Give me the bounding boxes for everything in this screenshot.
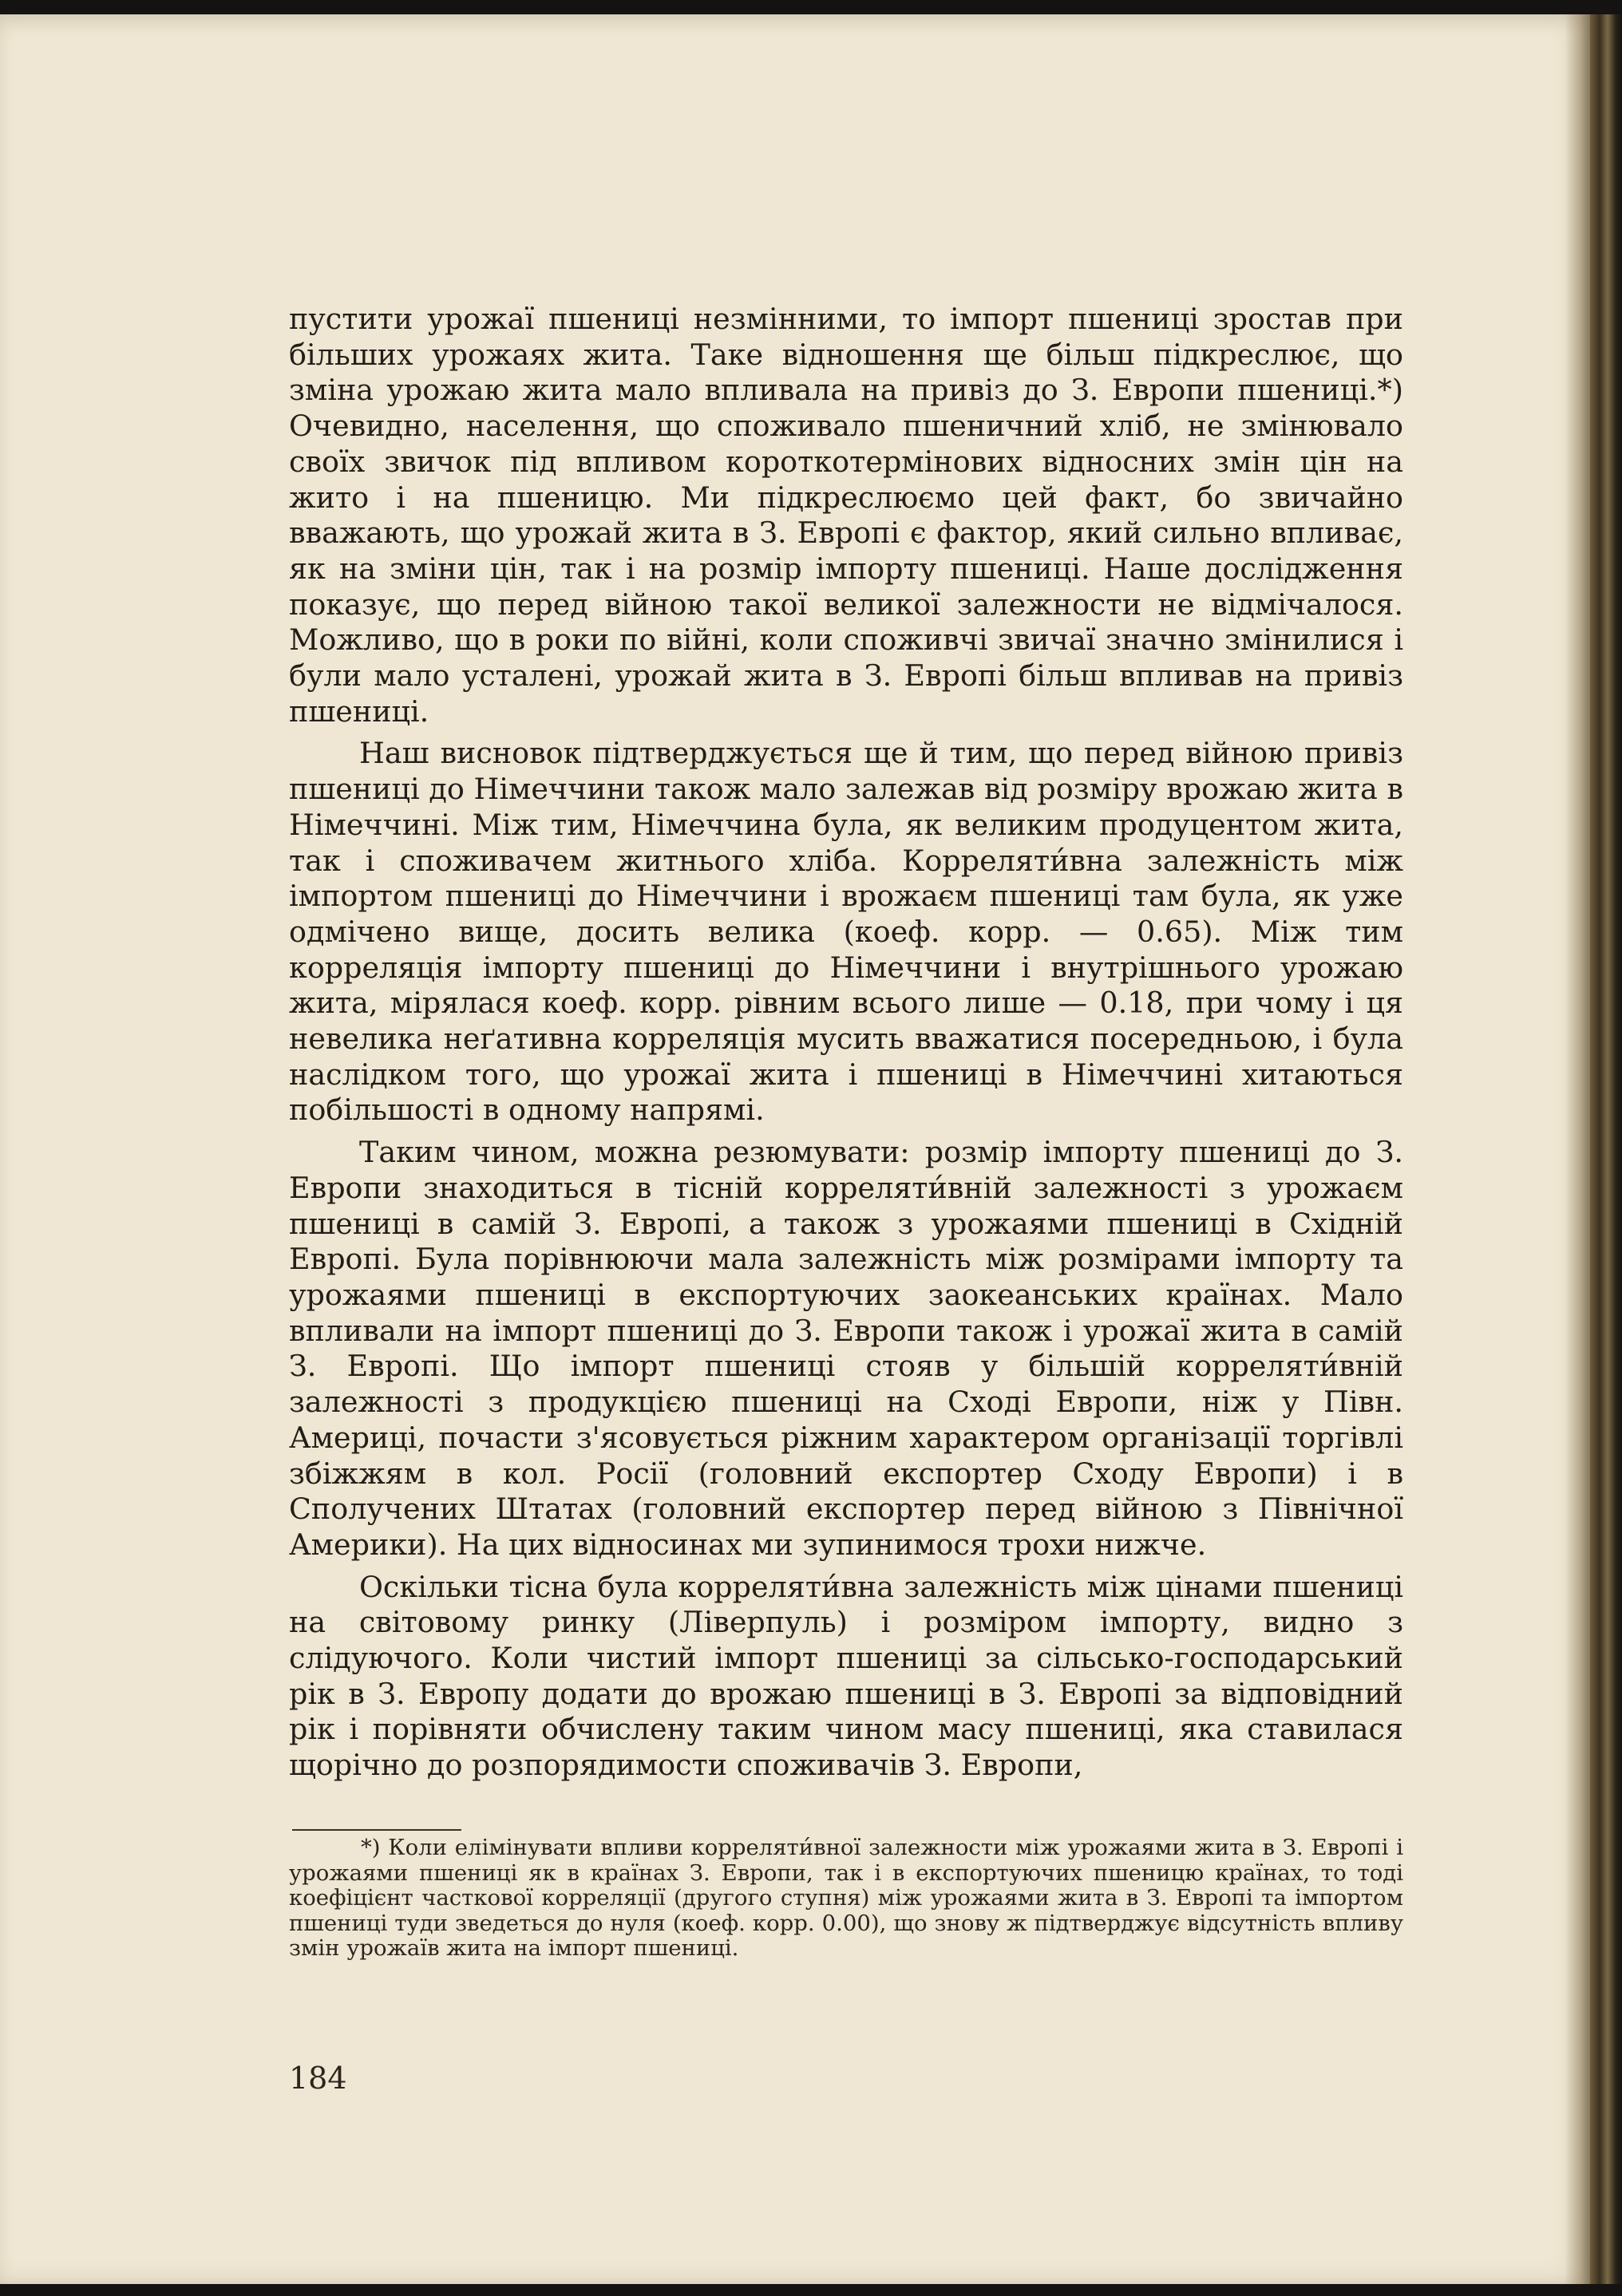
paragraph-1: пустити урожаї пшениці незмінними, то імпорт пшениці зростав при більших урожаях жита. Таке відношення ще більш підкреслює, що зміна урожаю жита мало впливала на привіз до З. Европи пшениці.*) Очевидно, населення, що споживало пшеничний хліб, не змінювало своїх звичок під впливом короткотермінових відносних змін цін на жито і на пшеницю. Ми підкреслюємо цей факт, бо звичайно вважають, що урожай жита в З. Европі є фактор, який сильно впливає, як на зміни цін, так і на розмір імпорту пшениці. Наше дослідження показує, що перед війною такої великої залежности не відмічалося. Можливо, що в роки по війні, коли споживчі звичаї значно змінилися і були мало усталені, урожай жита в З. Европі більш впливав на привіз пшениці. — [289, 302, 1403, 729]
book-spine-edge — [1590, 14, 1622, 2284]
page-gutter-shadow — [1565, 14, 1590, 2284]
paragraph-4: Оскільки тісна була корреляти́вна залежність між цінами пшениці на світовому ринку (Ліверпуль) і розміром імпорту, видно з слідуючого. Коли чистий імпорт пшениці за сільсько-господарський рік в З. Европу додати до врожаю пшениці в З. Европі за відповідний рік і порівняти обчислену таким чином масу пшениці, яка ставилася щорічно до розпорядимости споживачів З. Европи, — [289, 1569, 1403, 1783]
footnote-divider — [292, 1829, 461, 1831]
paragraph-2: Наш висновок підтверджується ще й тим, що перед війною привіз пшениці до Німеччини також мало залежав від розміру врожаю жита в Німеччині. Між тим, Німеччина була, як великим продуцентом жита, так і споживачем житнього хліба. Корреляти́вна залежність між імпортом пшениці до Німеччини і врожаєм пшениці там була, як уже одмічено вище, досить велика (коеф. корр. — 0.65). Між тим корреляція імпорту пшениці до Німеччини і внутрішнього урожаю жита, мірялася коеф. корр. рівним всього лише — 0.18, при чому і ця невелика неґативна корреляція мусить вважатися посередньою, і була наслідком того, що урожаї жита і пшениці в Німеччині хитаються побільшості в одному напрямі. — [289, 736, 1403, 1128]
footnote: *) Коли елімінувати впливи корреляти́вної залежности між урожаями жита в З. Европі і урожаями пшениці як в країнах З. Европи, так і в експортуючих пшеницю країнах, то тоді коефіцієнт часткової корреляції (другого ступня) між урожаями жита в З. Европі та імпортом пшениці туди зведеться до нуля (коеф. корр. 0.00), що знову ж підтверджує відсутність впливу змін урожаїв жита на імпорт пшениці. — [289, 1835, 1403, 1962]
paragraph-3: Таким чином, можна резюмувати: розмір імпорту пшениці до З. Европи знаходиться в тісній корреляти́вній залежності з урожаєм пшениці в самій З. Европі, а також з урожаями пшениці в Східній Европі. Була порівнюючи мала залежність між розмірами імпорту та урожаями пшениці в експортуючих заокеанських країнах. Мало впливали на імпорт пшениці до З. Европи також і урожаї жита в самій З. Европі. Що імпорт пшениці стояв у більшій корреляти́вній залежності з продукцією пшениці на Сході Европи, ніж у Півн. Америці, почасти з'ясовується ріжним характером організації торгівлі збіжжям в кол. Росії (головний експортер Сходу Европи) і в Сполучених Штатах (головний експортер перед війною з Північної Америки). На цих відносинах ми зупинимося трохи нижче. — [289, 1135, 1403, 1562]
body-text — [289, 302, 1403, 1784]
page-number: 184 — [289, 2061, 347, 2096]
